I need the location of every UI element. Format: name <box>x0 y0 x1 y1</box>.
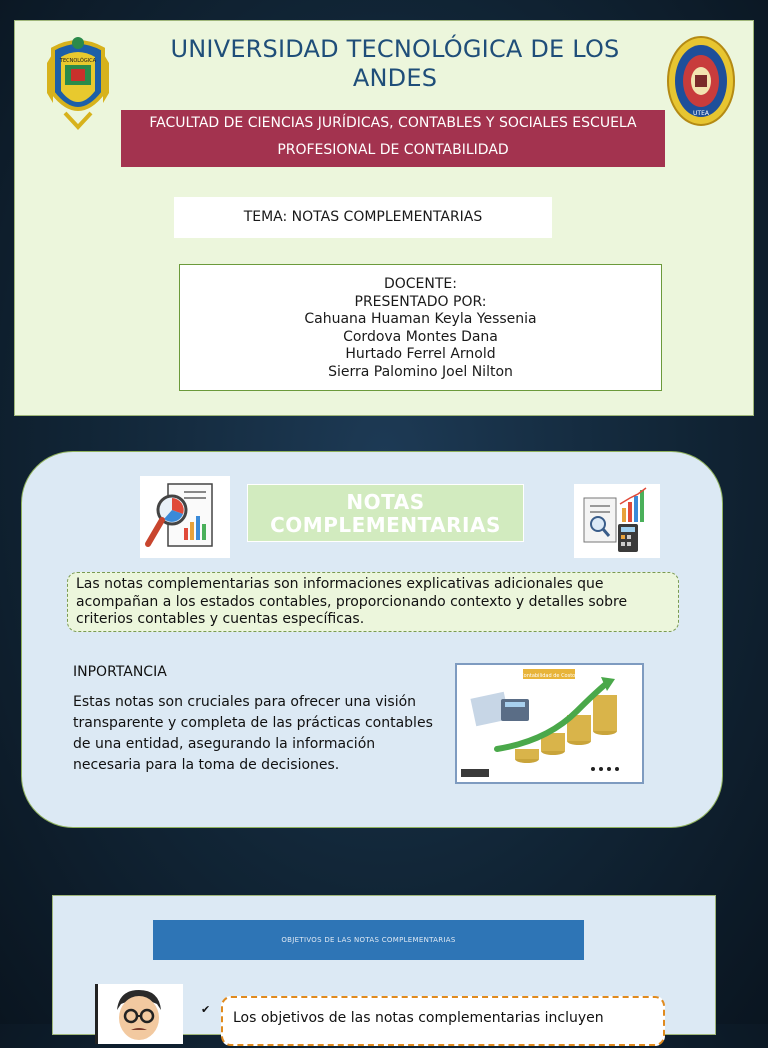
objectives-title-bar: OBJETIVOS DE LAS NOTAS COMPLEMENTARIAS <box>153 920 584 960</box>
teacher-avatar <box>95 984 183 1044</box>
student-name: Cahuana Huaman Keyla Yessenia <box>304 311 537 327</box>
definition-slide <box>21 451 723 828</box>
objectives-slide <box>52 895 716 1035</box>
university-crest-left <box>43 33 113 131</box>
faculty-crest-right <box>665 33 737 133</box>
report-analysis-icon <box>140 476 230 558</box>
image-caption: Contabilidad de Costos <box>520 673 578 679</box>
title-slide <box>14 20 754 416</box>
svg-text:UTEA: UTEA <box>693 110 709 117</box>
calculator-chart-icon <box>574 484 660 558</box>
svg-text:TECNOLÓGICA: TECNOLÓGICA <box>59 58 97 64</box>
topic-box: TEMA: NOTAS COMPLEMENTARIAS <box>174 197 552 238</box>
definition-text-box: Las notas complementarias son informaciones explicativas adicionales que acompañan a los estados contables, proporcionando contexto y detalles sobre criterios contables y cuentas específicas. <box>67 572 679 632</box>
faculty-banner: FACULTAD DE CIENCIAS JURÍDICAS, CONTABLES Y SOCIALES ESCUELA PROFESIONAL DE CONTABILIDAD <box>121 110 665 167</box>
docente-label: DOCENTE: <box>383 276 457 292</box>
student-name: Hurtado Ferrel Arnold <box>345 346 496 362</box>
check-icon: ✔ <box>201 1003 211 1016</box>
importance-text: Estas notas son cruciales para ofrecer una visión transparente y completa de las prácticas contables de una entidad, asegurando la información necesaria para la toma de decisiones. <box>73 694 433 773</box>
authors-box <box>179 264 662 391</box>
section-heading: NOTAS COMPLEMENTARIAS <box>247 484 524 542</box>
student-name: Sierra Palomino Joel Nilton <box>328 363 513 380</box>
presented-by-label: PRESENTADO POR: <box>354 293 487 310</box>
accounting-growth-image <box>455 663 644 784</box>
importance-title: INPORTANCIA <box>73 664 167 680</box>
student-name: Cordova Montes Dana <box>343 328 498 345</box>
university-title: UNIVERSIDAD TECNOLÓGICA DE LOS ANDES <box>170 35 620 92</box>
objectives-intro-box: Los objetivos de las notas complementarias incluyen <box>221 996 665 1046</box>
